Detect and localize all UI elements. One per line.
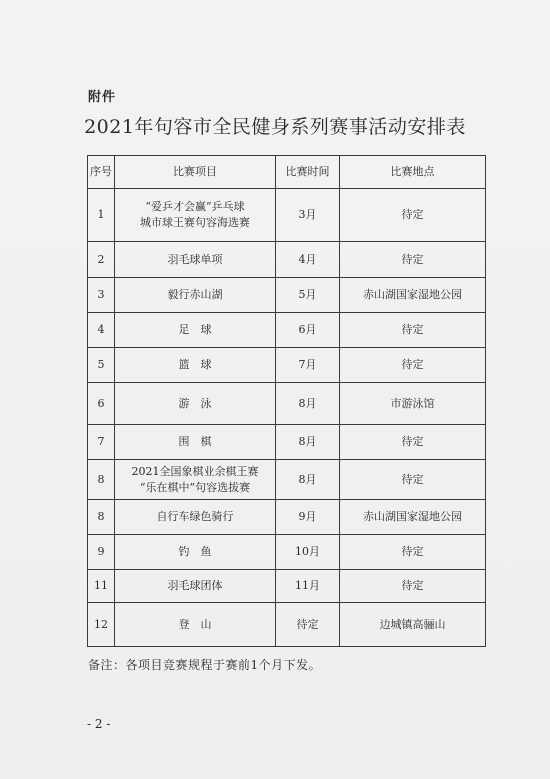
cell-time: 3月: [276, 189, 340, 242]
cell-event: 羽毛球单项: [115, 242, 276, 278]
cell-place: 边城镇高骊山: [340, 603, 486, 647]
cell-time: 6月: [276, 313, 340, 348]
cell-time: 待定: [276, 603, 340, 647]
cell-no: 8: [88, 460, 115, 500]
cell-no: 7: [88, 425, 115, 460]
table-header-row: [88, 156, 486, 189]
page-number: - 2 -: [87, 717, 111, 731]
table-row: [88, 189, 486, 242]
cell-no: 6: [88, 383, 115, 425]
cell-no: 8: [88, 500, 115, 535]
table-row: [88, 603, 486, 647]
cell-no: 2: [88, 242, 115, 278]
cell-time: 8月: [276, 383, 340, 425]
cell-time: 11月: [276, 570, 340, 603]
schedule-table: [87, 155, 486, 647]
cell-no: 4: [88, 313, 115, 348]
table-row: [88, 500, 486, 535]
table-body: [88, 189, 486, 647]
cell-event: 登 山: [115, 603, 276, 647]
document-title: 2021年句容市全民健身系列赛事活动安排表: [84, 116, 466, 138]
footnote: 备注：各项目竞赛规程于赛前1个月下发。: [88, 658, 322, 672]
cell-time: 4月: [276, 242, 340, 278]
cell-no: 1: [88, 189, 115, 242]
cell-event: 羽毛球团体: [115, 570, 276, 603]
cell-time: 8月: [276, 460, 340, 500]
cell-place: 市游泳馆: [340, 383, 486, 425]
cell-place: 待定: [340, 189, 486, 242]
cell-time: 9月: [276, 500, 340, 535]
cell-place: 赤山湖国家湿地公园: [340, 278, 486, 313]
cell-no: 11: [88, 570, 115, 603]
cell-place: 赤山湖国家湿地公园: [340, 500, 486, 535]
cell-event: 篮 球: [115, 348, 276, 383]
table-row: [88, 425, 486, 460]
cell-place: 待定: [340, 570, 486, 603]
cell-place: 待定: [340, 348, 486, 383]
cell-event: 毅行赤山湖: [115, 278, 276, 313]
cell-place: 待定: [340, 460, 486, 500]
cell-time: 5月: [276, 278, 340, 313]
cell-time: 10月: [276, 535, 340, 570]
cell-no: 12: [88, 603, 115, 647]
table-row: [88, 460, 486, 500]
table-row: [88, 242, 486, 278]
cell-place: 待定: [340, 313, 486, 348]
header-event: 比赛项目: [115, 156, 276, 189]
cell-event: 2021全国象棋业余棋王赛 “乐在棋中”句容选拔赛: [115, 460, 276, 500]
table-row: [88, 348, 486, 383]
cell-place: 待定: [340, 535, 486, 570]
cell-event: 游 泳: [115, 383, 276, 425]
cell-event: 围 棋: [115, 425, 276, 460]
cell-time: 7月: [276, 348, 340, 383]
cell-place: 待定: [340, 425, 486, 460]
table-row: [88, 278, 486, 313]
cell-event: 自行车绿色骑行: [115, 500, 276, 535]
table-row: [88, 535, 486, 570]
cell-no: 5: [88, 348, 115, 383]
cell-no: 3: [88, 278, 115, 313]
table-row: [88, 313, 486, 348]
header-place: 比赛地点: [340, 156, 486, 189]
header-time: 比赛时间: [276, 156, 340, 189]
header-no: 序号: [88, 156, 115, 189]
cell-no: 9: [88, 535, 115, 570]
table-row: [88, 383, 486, 425]
cell-event: 足 球: [115, 313, 276, 348]
cell-time: 8月: [276, 425, 340, 460]
attachment-label: 附件: [88, 90, 117, 105]
cell-event: “爱乒才会赢”乒乓球 城市球王赛句容海选赛: [115, 189, 276, 242]
table-row: [88, 570, 486, 603]
cell-place: 待定: [340, 242, 486, 278]
cell-event: 钓 鱼: [115, 535, 276, 570]
